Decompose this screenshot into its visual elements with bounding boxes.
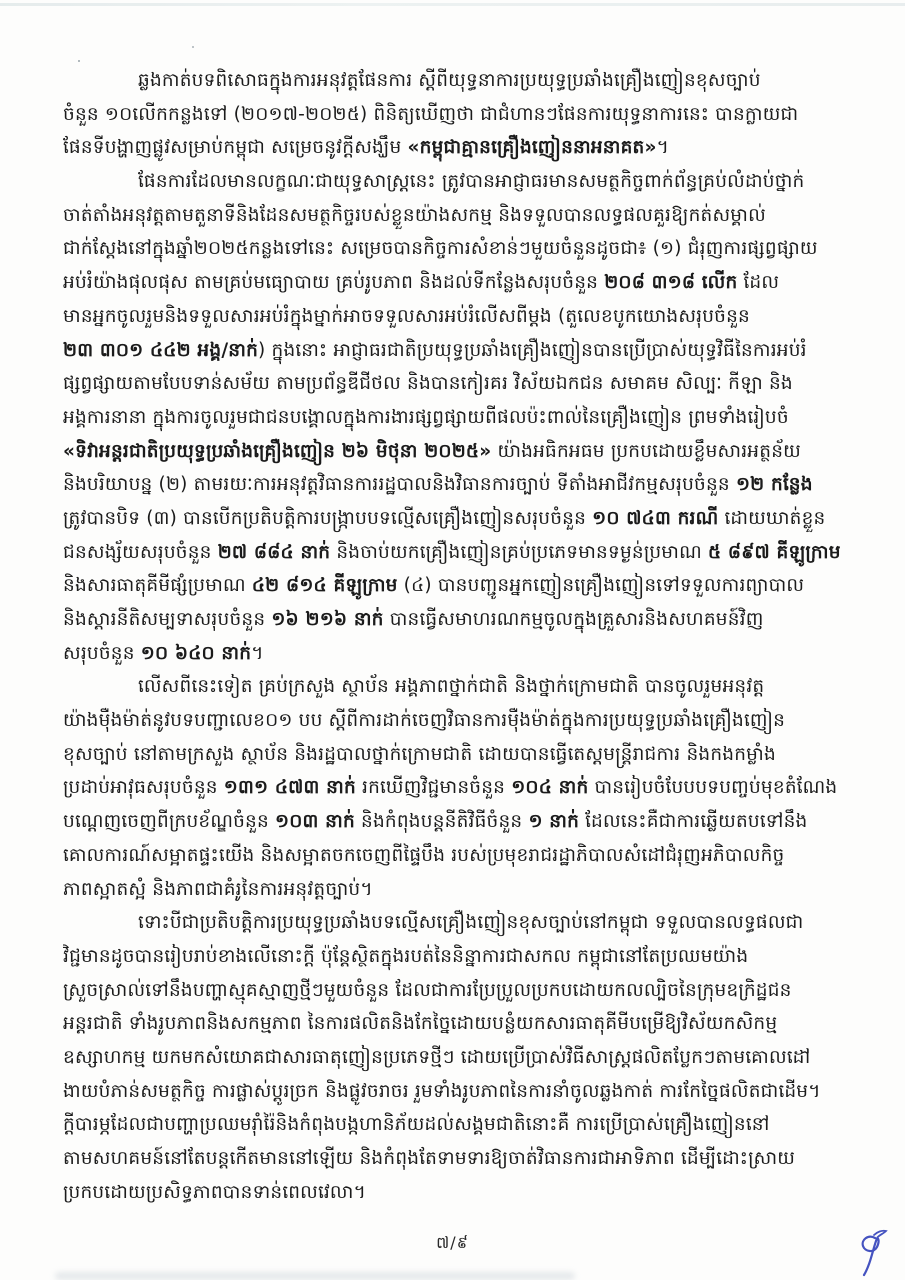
text-line	[63, 266, 853, 300]
text-line	[63, 435, 853, 469]
text-line	[63, 1108, 853, 1142]
text-run: ១៣១ ៤៧៣ នាក់	[223, 777, 356, 799]
scan-speck	[78, 60, 80, 62]
text-run: ) ក្នុងនោះ អាជ្ញាធរជាតិប្រយុទ្ធប្រឆាំងគ្រឿងញៀនបានប្រើប្រាស់យុទ្ធវិធីនៃការអប់រំ	[258, 339, 807, 361]
text-run: ឆ្លងកាត់បទពិសោធក្នុងការអនុវត្តផែនការ ស្ដីពីយុទ្ធនាការប្រយុទ្ធប្រឆាំងគ្រឿងញៀនខុសច្បាប់	[138, 70, 761, 91]
scan-speck	[192, 46, 194, 48]
text-line	[63, 536, 853, 570]
text-line	[63, 569, 853, 603]
text-run: ឧស្សាហកម្ម យកមកសំយោគជាសារធាតុញៀនប្រភេទថ្មីៗ ដោយប្រើប្រាស់វិធីសាស្ត្រផលិតប្លែកៗតាមគោលដៅ	[63, 1046, 811, 1068]
text-run: គោលការណ៍សម្អាតផ្ទះយើង និងសម្អាតចកចេញពីផ្ទៃបឹង របស់ប្រមុខរាជរដ្ឋាភិបាលសំដៅជំរុញអភិបាលកិច្ច	[63, 844, 785, 866]
text-line	[63, 738, 853, 772]
text-line	[63, 165, 853, 199]
text-run: ផ្សព្វផ្សាយតាមបែបទាន់សម័យ តាមប្រព័ន្ធឌីជីថល និងបានកៀរគរ វិស័យឯកជន សមាគម សិល្បៈ កីឡា និង	[63, 373, 793, 395]
text-run: ក្ដីបារម្ភដែលជាបញ្ហាប្រឈមរ៉ាំរ៉ៃនិងកំពុងបង្កហានិភ័យដល់សង្គមជាតិនោះគឺ ការប្រើប្រាស់គ្រឿងញៀននៅ	[63, 1114, 770, 1136]
text-line	[63, 805, 853, 839]
paragraph	[63, 165, 853, 670]
paragraph	[63, 64, 853, 165]
text-run: ជនសង្ស័យសរុបចំនួន	[63, 541, 218, 563]
text-line	[63, 367, 853, 401]
text-run: ២០៨ ៣១៨ លើក	[604, 272, 738, 294]
text-line	[63, 839, 853, 873]
text-run: លើសពីនេះទៀត គ្រប់ក្រសួង ស្ថាប័ន អង្គភាពថ្នាក់ជាតិ និងថ្នាក់ក្រោមជាតិ បានចូលរួមអនុវត្ត	[138, 676, 765, 698]
scan-edge-artifact	[0, 3, 905, 6]
text-run: និងបរិយាបន្ន (២) តាមរយៈការអនុវត្តវិធានការរដ្ឋបាលនិងវិធានការច្បាប់ ទីតាំងអាជីវកម្មសរុបចំនួន	[63, 474, 736, 496]
text-line	[63, 232, 853, 266]
text-run: ១៦ ២១៦ នាក់	[271, 609, 384, 630]
text-run: ផែនការដែលមានលក្ខណៈជាយុទ្ធសាស្ត្រនេះ ត្រូវបានអាជ្ញាធរមានសមត្ថកិច្ចពាក់ព័ន្ធគ្រប់លំដាប់ថ្នាក់	[138, 171, 805, 193]
paragraph	[63, 906, 853, 1209]
text-run: និងចាប់យកគ្រឿងញៀនគ្រប់ប្រភេទមានទម្ងន់ប្រមាណ	[330, 541, 708, 563]
text-line	[63, 974, 853, 1008]
text-line	[63, 401, 853, 435]
text-line	[63, 1075, 853, 1109]
text-run: ។	[656, 137, 670, 159]
text-line	[63, 603, 853, 637]
scan-shadow-artifact	[55, 1272, 575, 1280]
text-run: ២៧ ៨៨៤ នាក់	[217, 541, 331, 563]
text-line	[63, 906, 853, 940]
text-run: ១ នាក់	[528, 811, 580, 833]
signature-mark	[841, 1208, 901, 1280]
text-run: និងសារធាតុគីមីផ្សំប្រមាណ	[63, 575, 252, 597]
text-line	[63, 940, 853, 974]
text-run: ១០ ៦៤០ នាក់	[140, 642, 252, 664]
text-run: ត្រូវបានបិទ (៣) បានបើកប្រតិបត្តិការបង្ក្រាបបទល្មើសគ្រឿងញៀនសរុបចំនួន	[63, 507, 593, 529]
text-run: បានរៀបចំបែបបទបញ្ចប់មុខតំណែង	[588, 777, 838, 799]
text-run: រកឃើញវិជ្ជមានចំនួន	[355, 777, 512, 799]
text-run: ៥ ៨៩៧ គីឡូក្រាម	[707, 541, 841, 563]
text-run: ១២ កន្លែង	[735, 474, 813, 496]
text-line	[63, 1176, 853, 1210]
text-line	[63, 771, 853, 805]
text-line	[63, 873, 853, 907]
page-number: ៧/៩	[436, 1233, 469, 1252]
text-run: ប្រដាប់អាវុធសរុបចំនួន	[63, 777, 224, 799]
text-run: ចាត់តាំងអនុវត្តតាមតួនាទីនិងដែនសមត្ថកិច្ចរបស់ខ្លួនយ៉ាងសកម្ម និងទទួលបានលទ្ធផលគួរឱ្យកត់សម្គាល់	[63, 204, 766, 226]
text-run: វិជ្ជមានដូចបានរៀបរាប់ខាងលើនោះក្ដី ប៉ុន្តែស្ថិតក្នុងរបត់នៃនិន្នាការជាសកល កម្ពុជានៅតែប្រឈមយ៉ាង	[63, 945, 749, 967]
text-line	[63, 1041, 853, 1075]
text-run: ទោះបីជាប្រតិបត្តិការប្រយុទ្ធប្រឆាំងបទល្មើសគ្រឿងញៀនខុសច្បាប់នៅកម្ពុជា ទទួលបានលទ្ធផលជា	[138, 912, 804, 934]
text-run: ចំនួន ១០លើកកន្លងទៅ (២០១៧-២០២៥) ពិនិត្យឃើញថា ជាជំហានៗផែនការយុទ្ធនាការនេះ បានក្លាយជា	[63, 103, 799, 125]
text-run: អន្តរជាតិ ទាំងរូបភាពនិងសកម្មភាព នៃការផលិតនិងកែច្នៃដោយបន្លំយកសារធាតុគីមីបម្រើឱ្យវិស័យកសិកម្ម	[63, 1013, 778, 1035]
document-body	[63, 64, 853, 1209]
text-run: ១០ ៧៤៣ ករណី	[592, 507, 719, 529]
text-run: និងកំពុងបន្តនីតិវិធីចំនួន	[354, 811, 529, 833]
text-run: បានធ្វើសមាហរណកម្មចូលក្នុងគ្រួសារនិងសហគមន៍វិញ	[383, 609, 764, 630]
text-line	[63, 131, 853, 165]
text-run: ភាពស្អាតស្អំ និងភាពជាគំរូនៃការអនុវត្តច្បាប់។	[63, 878, 373, 900]
text-line	[63, 468, 853, 502]
text-run: ។	[251, 642, 264, 664]
text-line	[63, 64, 853, 98]
text-line	[63, 637, 853, 671]
text-line	[63, 334, 853, 368]
text-run: (៤) បានបញ្ជូនអ្នកញៀនគ្រឿងញៀនទៅទទួលការព្យាបាល	[397, 575, 805, 597]
text-run: ងាយបំភាន់សមត្ថកិច្ច ការផ្លាស់ប្ដូរច្រក និងផ្លូវចរាចរ រួមទាំងរូបភាពនៃការនាំចូលឆ្លងកាត់ ការកែច្នៃផលិតជាដើម។	[63, 1080, 821, 1102]
text-run: ៤២ ៨១៤ គីឡូក្រាម	[251, 575, 398, 597]
text-line	[63, 704, 853, 738]
text-run: អប់រំយ៉ាងផុលផុស តាមគ្រប់មធ្យោបាយ គ្រប់រូបភាព និងដល់ទីកន្លែងសរុបចំនួន	[63, 272, 605, 294]
text-run: ខុសច្បាប់ នៅតាមក្រសួង ស្ថាប័ន និងរដ្ឋបាលថ្នាក់ក្រោមជាតិ ដោយបានធ្វើតេស្ដមន្ត្រីរាជការ និងកងកម្លាំង	[63, 743, 776, 765]
paragraph	[63, 670, 853, 906]
text-run: តាមសហគមន៍នៅតែបន្តកើតមាននៅឡើយ និងកំពុងតែទាមទារឱ្យចាត់វិធានការជាអាទិភាព ដើម្បីដោះស្រាយ	[63, 1148, 796, 1169]
text-run: ផែនទីបង្ហាញផ្លូវសម្រាប់កម្ពុជា សម្រេចនូវក្ដីសង្ឃឹម	[63, 137, 408, 159]
text-line	[63, 199, 853, 233]
text-run: «កម្ពុជាគ្មានគ្រឿងញៀននាអនាគត»	[407, 137, 657, 159]
text-line	[63, 1142, 853, 1176]
text-run: យ៉ាងម៉ឺងម៉ាត់នូវបទបញ្ជាលេខ០១ បប ស្ដីពីការដាក់ចេញវិធានការម៉ឺងម៉ាត់ក្នុងការប្រយុទ្ធប្រឆាំងគ្រឿងញៀន	[63, 710, 786, 732]
text-run: ២៣ ៣០១ ៤៤២ អង្គ/នាក់	[63, 339, 259, 361]
text-line	[63, 300, 853, 334]
text-run: ១០៤ នាក់	[511, 777, 589, 799]
text-run: យ៉ាងអធិកអធម ប្រកបដោយខ្លឹមសារអត្ថន័យ	[491, 440, 801, 462]
text-run: ជាក់ស្ដែងនៅក្នុងឆ្នាំ២០២៥កន្លងទៅនេះ សម្រេចបានកិច្ចការសំខាន់ៗមួយចំនួនដូចជា៖ (១) ជំរុញការផ្សព្វផ្សាយ	[63, 238, 818, 260]
text-run: ស្រួចស្រាល់ទៅនឹងបញ្ហាស្មុគស្មាញថ្មីៗមួយចំនួន ដែលជាការប្រែប្រួលប្រកបដោយកលល្បិចនៃក្រុមឧក្រិដ្ឋជន	[63, 979, 792, 1001]
text-run: និងស្ដារនីតិសម្បទាសរុបចំនួន	[63, 609, 272, 630]
text-line	[63, 1007, 853, 1041]
text-run: ប្រកបដោយប្រសិទ្ធភាពបានទាន់ពេលវេលា។	[63, 1181, 366, 1203]
text-run: ដែលនេះគឺជាការឆ្លើយតបទៅនឹង	[579, 811, 808, 833]
text-run: «ទិវាអន្តរជាតិប្រយុទ្ធប្រឆាំងគ្រឿងញៀន ២៦ មិថុនា ២០២៥»	[63, 440, 492, 462]
text-run: មានអ្នកចូលរួមនិងទទួលសារអប់រំក្នុងម្នាក់អាចទទួលសារអប់រំលើសពីម្ដង (តួលេខបូកយោងសរុបចំនួន	[63, 305, 750, 327]
text-run: បណ្ដេញចេញពីក្របខ័ណ្ឌចំនួន	[63, 811, 276, 833]
text-line	[63, 670, 853, 704]
text-run: ដោយឃាត់ខ្លួន	[718, 507, 826, 529]
text-run: ដែល	[737, 272, 780, 294]
text-run: សរុបចំនួន	[63, 642, 141, 664]
text-line	[63, 98, 853, 132]
text-run: អង្គការនានា ក្នុងការចូលរួមជាជនបង្គោលក្នុងការងារផ្សព្វផ្សាយពីផលប៉ះពាល់នៃគ្រឿងញៀន ព្រមទាំងរៀបចំ	[63, 406, 789, 428]
text-run: ១០៣ នាក់	[275, 811, 355, 833]
text-line	[63, 502, 853, 536]
